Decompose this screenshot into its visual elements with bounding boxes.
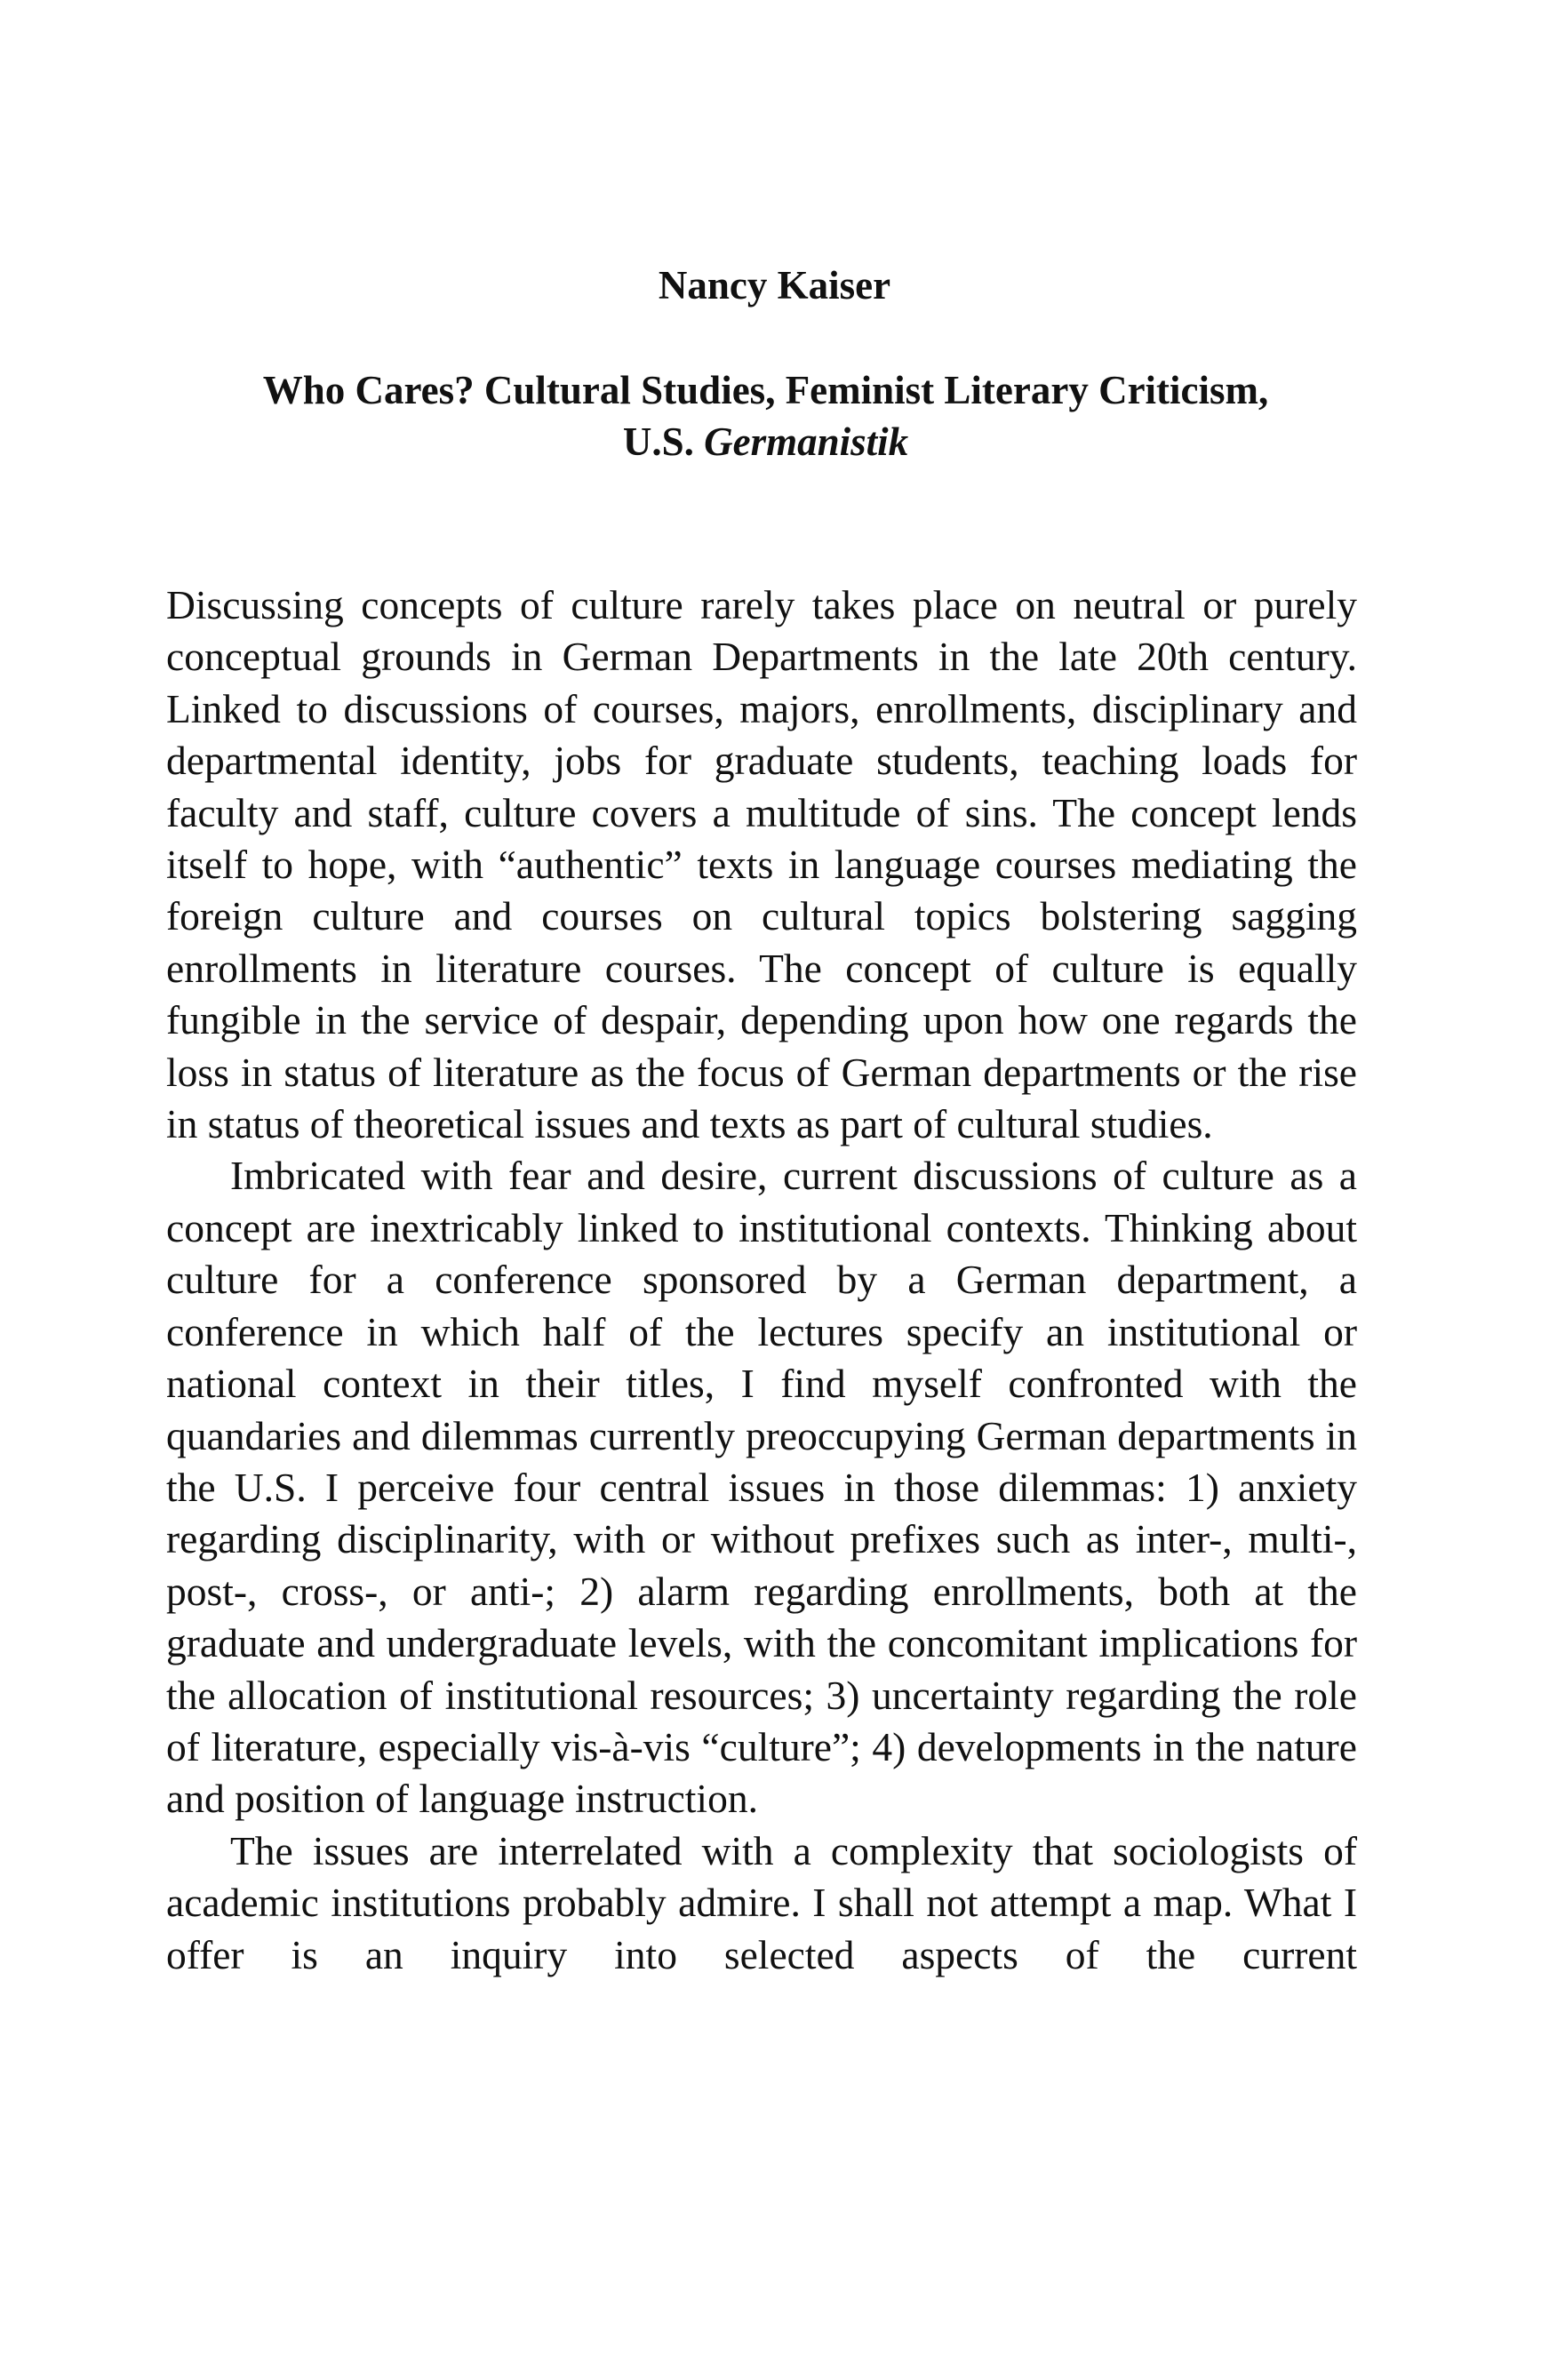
article-title [169, 364, 1362, 467]
title-line-2-prefix: U.S. [622, 419, 705, 464]
paragraph-1: Discussing concepts of culture rarely takes place on neutral or purely conceptual grounds in German Departments in the late 20th century. Linked to discussions of courses, majors, enrollments, disciplinary and departmental identity, jobs for graduate students, teaching loads for faculty and staff, culture covers a multitude of sins. The concept lends itself to hope, with “authentic” texts in language courses mediating the foreign culture and courses on cultural topics bolstering sagging enrollments in literature courses. The concept of culture is equally fungible in the service of despair, depending upon how one regards the loss in status of literature as the focus of German departments or the rise in status of theoretical issues and texts as part of cultural studies. [166, 582, 1357, 1147]
paragraph-2: Imbricated with fear and desire, current discussions of culture as a concept are inextricably linked to institutional contexts. Thinking about culture for a conference sponsored by a German department, a conference in which half of the lectures specify an institutional or national context in their titles, I find myself confronted with the quandaries and dilemmas currently preoccupying German departments in the U.S. I perceive four central issues in those dilemmas: 1) anxiety regarding disciplinarity, with or without prefixes such as inter-, multi-, post-, cross-, or anti-; 2) alarm regarding enrollments, both at the graduate and undergraduate levels, with the concomitant implications for the allocation of institutional resources; 3) uncertainty regarding the role of literature, especially vis-à-vis “culture”; 4) developments in the nature and position of language instruction. [166, 1153, 1357, 1822]
paragraph-3: The issues are interrelated with a complexity that sociologists of academic institutions probably admire. I shall not attempt a map. What I offer is an inquiry into selected aspects of the current [166, 1827, 1357, 1977]
author-name: Nancy Kaiser [658, 263, 891, 307]
title-line-1: Who Cares? Cultural Studies, Feminist Literary Criticism, [262, 368, 1269, 412]
title-line-2-italic: Germanistik [704, 419, 909, 464]
article-body [166, 579, 1357, 1981]
